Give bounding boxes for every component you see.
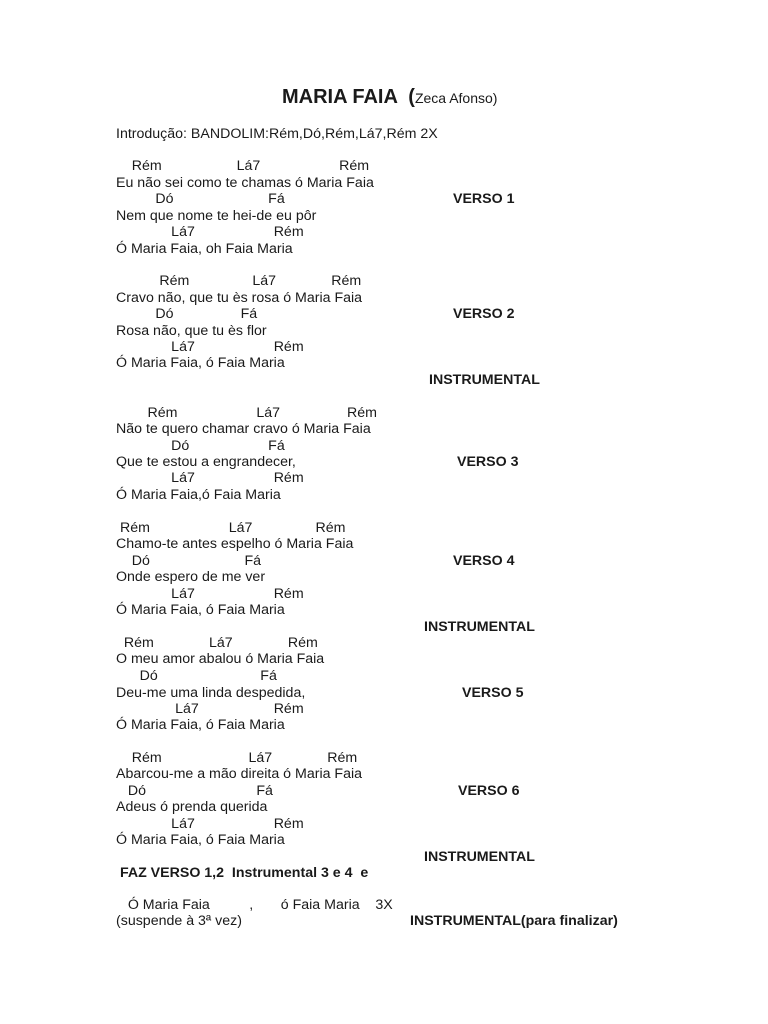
lyric-line: Ó Maria Faia, ó Faia Maria bbox=[116, 717, 285, 733]
chord-line: Dó Fá bbox=[116, 306, 258, 322]
chord-line: Rém Lá7 Rém bbox=[116, 405, 377, 421]
lyric-line: Ó Maria Faia, oh Faia Maria bbox=[116, 241, 293, 257]
chord-line: Lá7 Rém bbox=[116, 224, 304, 240]
lyric-line: Deu-me uma linda despedida, bbox=[116, 685, 306, 701]
instrumental-label: INSTRUMENTAL bbox=[429, 372, 540, 388]
verse-label: VERSO 4 bbox=[453, 553, 515, 569]
chord-line: Dó Fá bbox=[116, 438, 285, 454]
lyric-line: Rosa não, que tu ès flor bbox=[116, 323, 267, 339]
final-instrumental-label: INSTRUMENTAL(para finalizar) bbox=[410, 913, 618, 929]
chord-line: Rém Lá7 Rém bbox=[116, 635, 318, 651]
chord-line: Lá7 Rém bbox=[116, 470, 304, 486]
lyric-line: Onde espero de me ver bbox=[116, 569, 266, 585]
refrain-note: (suspende à 3ª vez) bbox=[116, 913, 242, 929]
lyric-line: O meu amor abalou ó Maria Faia bbox=[116, 651, 325, 667]
chord-line: Rém Lá7 Rém bbox=[116, 750, 358, 766]
lyric-line: Ó Maria Faia, ó Faia Maria bbox=[116, 355, 285, 371]
song-author: Zeca Afonso) bbox=[414, 90, 498, 106]
verse-label: VERSO 6 bbox=[458, 783, 520, 799]
chord-line: Lá7 Rém bbox=[116, 701, 304, 717]
instrumental-label: INSTRUMENTAL bbox=[424, 619, 535, 635]
chord-line: Dó Fá bbox=[116, 783, 273, 799]
lyric-line: Cravo não, que tu ès rosa ó Maria Faia bbox=[116, 290, 363, 306]
lyric-line: Que te estou a engrandecer, bbox=[116, 454, 296, 470]
lyric-line: Ó Maria Faia, ó Faia Maria bbox=[116, 602, 285, 618]
instrumental-label: INSTRUMENTAL bbox=[424, 849, 535, 865]
chord-line: Lá7 Rém bbox=[116, 339, 304, 355]
chord-line: Rém Lá7 Rém bbox=[116, 158, 370, 174]
song-title-main: MARIA FAIA ( bbox=[282, 86, 415, 108]
verse-label: VERSO 2 bbox=[453, 306, 515, 322]
lyric-line: Adeus ó prenda querida bbox=[116, 799, 268, 815]
verse-label: VERSO 5 bbox=[462, 685, 524, 701]
refrain-line: Ó Maria Faia , ó Faia Maria 3X bbox=[116, 897, 393, 913]
performance-instructions: FAZ VERSO 1,2 Instrumental 3 e 4 e bbox=[116, 865, 369, 881]
chord-line: Lá7 Rém bbox=[116, 586, 304, 602]
chord-line: Dó Fá bbox=[116, 191, 285, 207]
chord-line: Dó Fá bbox=[116, 668, 277, 684]
lyric-line: Não te quero chamar cravo ó Maria Faia bbox=[116, 421, 371, 437]
lyric-line: Abarcou-me a mão direita ó Maria Faia bbox=[116, 766, 363, 782]
chord-line: Dó Fá bbox=[116, 553, 262, 569]
chord-line: Rém Lá7 Rém bbox=[116, 520, 346, 536]
intro-line: Introdução: BANDOLIM:Rém,Dó,Rém,Lá7,Rém 2X bbox=[116, 126, 438, 142]
lyric-line: Ó Maria Faia, ó Faia Maria bbox=[116, 832, 285, 848]
song-title bbox=[282, 86, 497, 109]
lyric-line: Ó Maria Faia,ó Faia Maria bbox=[116, 487, 281, 503]
chord-line: Rém Lá7 Rém bbox=[116, 273, 362, 289]
lyric-line: Nem que nome te hei-de eu pôr bbox=[116, 208, 317, 224]
verse-label: VERSO 1 bbox=[453, 191, 515, 207]
verse-label: VERSO 3 bbox=[457, 454, 519, 470]
lyric-line: Eu não sei como te chamas ó Maria Faia bbox=[116, 175, 374, 191]
chord-line: Lá7 Rém bbox=[116, 816, 304, 832]
lyric-line: Chamo-te antes espelho ó Maria Faia bbox=[116, 536, 354, 552]
